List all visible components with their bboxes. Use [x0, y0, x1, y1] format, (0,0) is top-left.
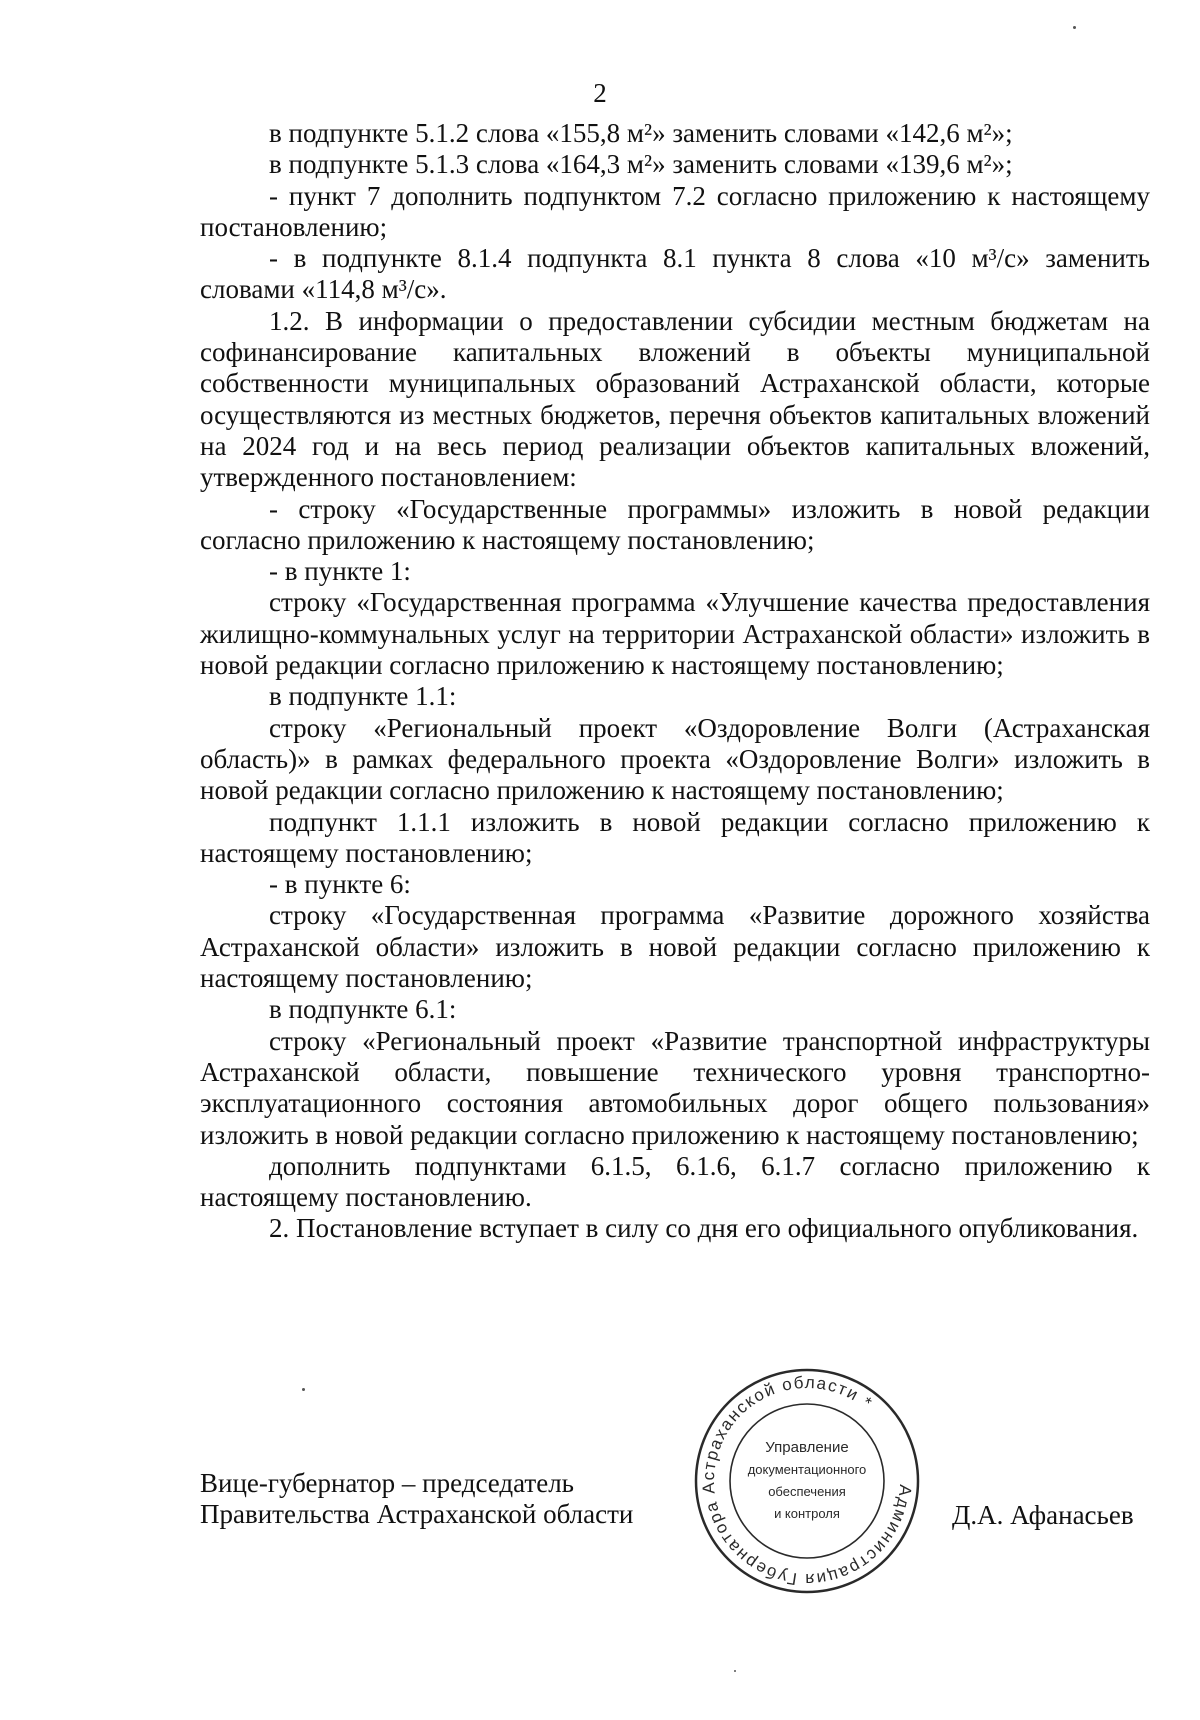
- signatory-position: [200, 1468, 633, 1530]
- seal-stamp-icon: [692, 1366, 922, 1596]
- paragraph-6: - строку «Государственные программы» изложить в новой редакции согласно приложению к настоящему постановлению;: [200, 493, 1150, 555]
- paragraph-8: строку «Государственная программа «Улучшение качества предоставления жилищно-коммунальных услуг на территории Астраханской области» изложить в новой редакции согласно приложению к настоящему постановлению;: [200, 587, 1150, 681]
- paragraph-14: в подпункте 6.1:: [269, 994, 457, 1025]
- page-number: 2: [593, 78, 607, 108]
- paragraph-5: 1.2. В информации о предоставлении субсидии местным бюджетам на софинансирование капитальных вложений в объекты муниципальной собственности муниципальных образований Астраханской области, которые осуществляются из местных бюджетов, перечня объектов капитальных вложений на 2024 год и на весь период реализации объектов капитальных вложений, утвержденного постановлением:: [200, 305, 1150, 493]
- signatory-position-line-2: Правительства Астраханской области: [200, 1499, 634, 1529]
- paragraph-17: 2. Постановление вступает в силу со дня его официального опубликования.: [269, 1213, 1139, 1244]
- paragraph-10: строку «Региональный проект «Оздоровление Волги (Астраханская область)» в рамках федерального проекта «Оздоровление Волги» изложить в новой редакции согласно приложению к настоящему постановлению;: [200, 712, 1150, 806]
- paragraph-1: в подпункте 5.1.2 слова «155,8 м²» заменить словами «142,6 м²»;: [269, 118, 1013, 148]
- seal-center-line-3: обеспечения: [768, 1484, 846, 1499]
- official-seal: [692, 1366, 922, 1596]
- seal-center-line-1: Управление: [765, 1439, 849, 1456]
- paragraph-16: дополнить подпунктами 6.1.5, 6.1.6, 6.1.7 согласно приложению к настоящему постановлению.: [200, 1150, 1150, 1213]
- paragraph-9: в подпункте 1.1:: [269, 681, 457, 712]
- scan-speck: [734, 1670, 736, 1672]
- seal-center-line-4: и контроля: [774, 1506, 840, 1521]
- seal-ring-text: Администрация Губернатора Астраханской области *: [698, 1372, 916, 1590]
- paragraph-11: подпункт 1.1.1 изложить в новой редакции согласно приложению к настоящему постановлению;: [200, 806, 1150, 868]
- scan-speck: [1073, 26, 1076, 29]
- signatory-name: Д.А. Афанасьев: [952, 1500, 1134, 1530]
- paragraph-3: - пункт 7 дополнить подпунктом 7.2 согласно приложению к настоящему постановлению;: [200, 180, 1150, 242]
- seal-center-line-2: документационного: [747, 1462, 867, 1477]
- paragraph-7: - в пункте 1:: [269, 556, 411, 587]
- document-body: [200, 118, 1150, 1245]
- paragraph-13: строку «Государственная программа «Развитие дорожного хозяйства Астраханской области» изложить в новой редакции согласно приложению к настоящему постановлению;: [200, 900, 1150, 994]
- scan-speck: [302, 1388, 305, 1391]
- paragraph-12: - в пункте 6:: [269, 869, 411, 900]
- paragraph-4: - в подпункте 8.1.4 подпункта 8.1 пункта 8 слова «10 м³/с» заменить словами «114,8 м³/с».: [200, 243, 1150, 305]
- paragraph-15: строку «Региональный проект «Развитие транспортной инфраструктуры Астраханской области, повышение технического уровня транспортно-эксплуатационного состояния автомобильных дорог общего пользования» изложить в новой редакции согласно приложению к настоящему постановлению;: [200, 1025, 1150, 1150]
- signatory-position-line-1: Вице-губернатор – председатель: [200, 1468, 574, 1498]
- paragraph-2: в подпункте 5.1.3 слова «164,3 м²» заменить словами «139,6 м²»;: [269, 149, 1013, 180]
